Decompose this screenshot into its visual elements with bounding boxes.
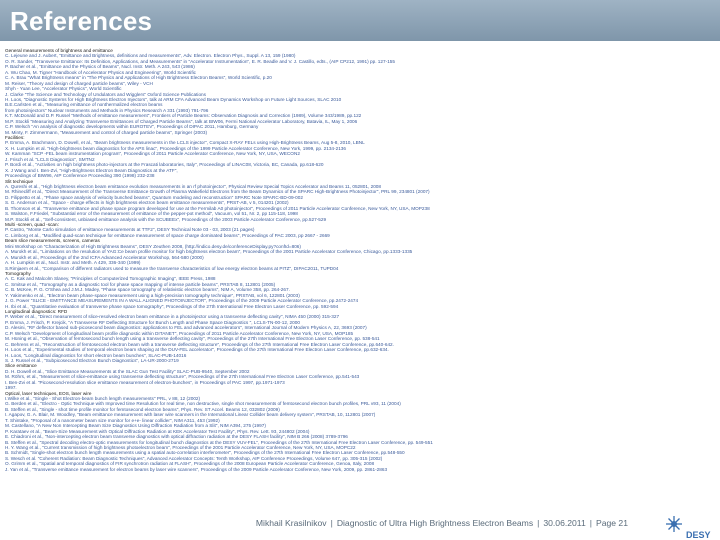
reference-item: C. Smitsø et al., "Tomography as a diagnostic tool for phase space mapping of intense particle beams", PRSTAB 8, 112801 (2005) <box>5 281 276 287</box>
reference-item: M. Castellano, "A New Non Intercepting Beam Size Diagnostics Using Diffraction Radiation from a Slit", NIM A394, 275 (1997) <box>5 423 266 429</box>
reference-item: B. Thomson et al. "Transverse emittance and phase space program developed for use at the Fermilab A0 photoinjector", Proceedings of 2011 Particle Accelerator Conference, New York, NY, USA, MOP238 <box>5 205 430 211</box>
reference-item: A. C. Kak and Malcolm Slaney, "Principles of Computerized Tomographic Imaging", IEEE Press, 1988 <box>5 276 216 282</box>
reference-item: C. Lejeune and J. Aubert, "Emittance and Brightness, definitions and measurements", Adv. Electron. Electron Phys., Suppl. A 13, 159 (1980) <box>5 53 296 59</box>
reference-item: I.Wilke et al., "Single - Shot Electron-beam bunch length measurements" PRL, v 88, 12 (2002) <box>5 396 201 401</box>
reference-item: H. Ibi et al., "Quantitative evaluation of transverse phase space tomography", Proceedings of the 27th International Free Electron Laser Conference, pp. 592-594 <box>5 303 339 309</box>
reference-item: B. Steffen et al., "Single - shot time profile monitor for femtosecond electron beams", Phys. Rev. ST Accel. Beams 12, 032802 (2009) <box>5 406 280 412</box>
reference-item: S. G. Anderson et al., "Space - charge effects in high brightness electron beam emittance measurements", PRST-AB, v 5, 014201 (2002) <box>5 200 289 206</box>
reference-item: M. Hüning et al., "Observation of femtosecond bunch length using a transverse deflecting cavity", Proceedings of the 27th International Free Electron Laser Conference, pp. 538-541 <box>5 336 380 342</box>
reference-item: A. Murokh et al., "Limitations on the resolution of YAG:Ce beam profile monitor for high brightness electron beam", Proceedings of the 2001 Particle Accelerator Conference, Chicago, pp.1333-1335 <box>5 249 413 255</box>
reference-item: S.Rimjaem et al., "Comparison of different radiators used to measure the transverse characteristics of low energy electron beams at PITZ", DIPAC2011, TUPD04 <box>5 265 339 271</box>
title-bar <box>0 0 720 41</box>
page-title: References <box>10 6 153 36</box>
reference-item: O. Grimm et al., "Spatial and temporal diagnostics of FIR synchrotron radiation at FLASH", Proceedings of the 2008 European Particle Accelerator Conference, Genoa, Italy, 2008 <box>5 461 375 467</box>
reference-section-heading: Beam slice measurements, screens, cameras <box>5 238 100 244</box>
footer-date: 30.06.2011 <box>543 518 586 528</box>
reference-item: J. G. Power "SLICE - EMITTANCE MEASUREMENTS IN A WALL ALIGNED PHOTOINJECTOR", Proceedings of the 2009 Particle Accelerator Conference, pp.2472-2474 <box>5 298 359 304</box>
reference-section-heading: Multi -screen, quad -scan: <box>5 222 59 227</box>
reference-item: S. Walston, F.Friedel, "Substantial error of the measurement of emittance of the pepper-pot method", Vacuum, vol 51, Nr. 2, pp 115-118, 1998 <box>5 211 298 217</box>
reference-item: D. Filippetto et al., "Phase space analysis of velocity bunched beams", Quantum modeling and reconstruction" SPARC Note SPARC-BD-09-002 <box>5 194 303 200</box>
logo-text: DESY <box>686 530 711 540</box>
reference-section-heading: Optical, laser techniques, EOS, laser wire <box>5 390 92 396</box>
reference-section-heading: Longitudinal diagnostics: RFD <box>5 309 68 314</box>
reference-section-heading: Slice emittance <box>5 363 37 369</box>
reference-item: A. H. Lumpkin et al., Nucl. Instr. and Meth. A 429, 336-340 (1999) <box>5 260 141 266</box>
reference-item: G. Berden et al., "Electro - Optic Technique with Improved time Resolution for real time, non destructive, single shot measurements of femtosecond electron bunch profiles, PRL v93, 11 (2004) <box>5 401 401 407</box>
footer-title: Diagnostic of Ultra High Brightness Electron Beams <box>336 518 534 528</box>
reference-item: D. Alesini, "RF deflector based sub-picosecond beam diagnostics: applications to FEL and advanced accelerators", International Journal of Modern Physics A, 22, 3693 (2007) <box>5 325 367 331</box>
footer-separator: | <box>589 518 592 528</box>
reference-item: B. Steffen et al., "Spectral decoding electro-optic measurements for longitudinal bunch diagnostics at the DESY VUV-FEL", Proceedings of the 27th International Free Electron Laser Conference, pp. 549-551 <box>5 439 433 445</box>
reference-item: M. Reiser, "Theory and design of charged particle beams", Wiley - VCH <box>5 80 153 86</box>
reference-item: W. Kamman "SCP -FEL beam instrumentation program", Proceedings of 2011 Particle Accelerator Conference, New York, NY, USA, WECON2 <box>5 151 300 157</box>
reference-item: P. Castro, "Monte Carlo simulation of emittance measurements at TTF2", DESY Technical Note 03 - 03, 2003 (21 pages) <box>5 227 255 233</box>
reference-item: T. Shintake, "Proposal of a nanometer beam size monitor for e+e- linear collider", NIM A311, 453 (1992) <box>5 417 220 423</box>
reference-item: I. Agapov, G. A. Blair, M. Woodley, "Beam emittance measurement with laser wire scanners in the International Linear Collider beam delivery system", PRSTAB, 10, 112801 (2007) <box>5 412 376 418</box>
reference-item: M.P. Stockli et al., "Self-consistent, unbiased emittance analysis with the SCUBEEx", Proceedings of the 2003 Particle Accelerator Conference, pp.527-529 <box>5 216 327 222</box>
reference-item: P. Emma, J. Frisch, P. Krejcik, "A Transverse RF Deflecting Structure for Bunch Length and Phase Space Diagnostics ", LCLS-TN-00-12, 2000 <box>5 319 300 325</box>
reference-item: A. Qureshi et al., "High brightness electron beam emittance evolution measurements in an rf photoinjector", Physical Review Special Topics Accelerator and Beams 11, 052801, 2008 <box>5 183 382 189</box>
reference-item: S. J. Russel et al., "Subpicosecond Electron Bunch Diagnostics", LA-UR-2000-2719 <box>5 357 179 363</box>
reference-item: from photoinjectors" Nuclear Instruments and Methods in Physics Research A 331 (1993) 791-796 <box>5 107 209 113</box>
desy-logo-icon <box>665 514 713 540</box>
footer-page: Page 21 <box>595 518 628 528</box>
reference-item: A. Wu Chao, M. Tigner "Handbook of Accelerator Physics and Engineering", World Scientific <box>5 69 197 75</box>
footer <box>0 512 720 540</box>
reference-item: P. Karataev et al., "Beam-Size Measurement with Optical Diffraction Radiation at KEK Accelerator Test Facility", Phys. Rev. Lett. 93, 244802 (2004) <box>5 428 310 434</box>
reference-item: J. Frisch et al. "LCLS Diagnostics", SMTN2 <box>5 156 95 162</box>
reference-section-heading: Facilities: <box>5 135 25 140</box>
reference-item: J. Yan et al., "Transverse emittance measurement for electron beams by laser wire scanners", Proceedings of the 2009 Particle Accelerator Conference, New York, 2009, pp. 2861-2863 <box>5 466 388 472</box>
reference-item: E. Chiadroni et al., "Non-intercepting electron beam transverse diagnostics with optical diffraction radiation at the DESY FLASH facility", NIM B 266 (2008) 3789-3796 <box>5 434 348 440</box>
reference-item: H. Loos, "Longitudinal diagnostics for short electron beam bunches", SLAC-PUB-14016 <box>5 352 187 358</box>
footer-text <box>256 517 628 529</box>
reference-item: M. Rhinecliff et al., "Direct Measurement of the Transverse Emittance Growth of Plasma Wakefield Electrons from the Beam Dynamics of the SPARC High-Brightness Photoinjector", PRL 99, 234801 (2007) <box>5 189 430 195</box>
reference-item: P. Bordi et al., "Activities on high brightness photo-injectors at the Frascati laboratories, Italy", Proceedings of LINAC08, Victoria, BC, Canada, pp.618-620 <box>5 162 324 168</box>
reference-item: C. Limborg et al., "Modified quad-scan technique for emittance measurement of space charge dominated beams", Proceedings of PAC 2003, pp 2667 - 2669 <box>5 232 330 238</box>
reference-item: S. Wesch et al. "Coherent Radiation: Beam Diagnostic Techniques", Advanced Accelerator Concepts: Tenth Workshop, AIP Conference Proceedings, Volume 647, pp. 305-315 (2002) <box>5 455 383 461</box>
reference-item: C.P. Welsch "Development of longitudinal beam profile diagnostic within DITANET", Proceedings of 2011 Particle Accelerator Conference, New York, NY, USA, MOP185 <box>5 330 354 336</box>
reference-item: X. H. Lumpkin et al. "High-brightness beam diagnostics for the APS linac", Proceedings of the 1999 Particle Accelerator Conference, New York, 1999, pp. 2134-2136 <box>5 145 347 151</box>
reference-item: P. Bacher et al., "Emittance and the Physics of Beams", Nucl. Instr. Meth. A 243, 543 (1986) <box>5 64 195 70</box>
reference-item: C. A. Brau "What Brightness means" in "The Physics and Applications of High Brightness Electron Beams", World Scientific, p.20 <box>5 75 272 81</box>
reference-item: 1997. <box>5 385 17 391</box>
reference-section-heading: Slit technique <box>5 178 34 184</box>
reference-item: Y. Yakimenko et al., "Electron beam phase-space measurement using a high-precision tomography technique", PRSTAB, vol 6, 122801 (2003) <box>5 292 300 298</box>
reference-item: H. Loos, "Diagnostic Systems for High Brightness Electron Injectors", talk at ARM CFA Advanced Beam Dynamics Workshop on Future Light Sources, SLAC 2010 <box>5 96 342 102</box>
reference-item: A. Murokh et al., Proceedings of the 2nd ICFA Advanced Accelerator Workshop, 564-580 (2000) <box>5 254 204 260</box>
reference-section-heading: General measurements of brightness and emittance <box>5 48 113 53</box>
reference-item: C.P. Welsch "An analysis of diagnostic developments within EUROTEV", Proceedings of DIPAC 2011, Hamburg, Germany <box>5 124 259 130</box>
reference-section-heading: Tomography <box>5 270 31 276</box>
reference-item: P. Weber et al., "Direct measurement of slice-resolved electron beam emittance in a photoinjector using a transverse deflecting cavity", NIMA 450 (2000) 315-327 <box>5 314 340 320</box>
reference-item: H. Y. Wang et al., "Current transmission of high brightness photoelectron beam", Proceedings of the 2001 Particle Accelerator Conference, New York, NY, USA, MOPC22 <box>5 444 356 450</box>
reference-item: J. Clarke "The Science and Technology of Undulators and Wigglers" Oxford Science Publications <box>5 91 207 97</box>
reference-item: D. H. Dowell et al., "Slice Emittance Measurements at the SLAC Gun Test Facility" SLAC-PUB-9540, September 2002 <box>5 368 250 374</box>
reference-item: B.E.Carlsten et al., "Measuring emittance of nonthermalized electron beams <box>5 102 163 108</box>
footer-author: Mikhail Krasilnikov <box>255 518 327 528</box>
reference-item: Shyh - Yuan Lee, "Accelerator Physics", World Scientific <box>5 86 122 92</box>
reference-item: Proceedings of BIW96, AIP Conference Proceeding 390 (1998) 232-238 <box>5 173 155 179</box>
reference-item: K.T. McDonald and D.P. Russel "Methods of emittance measurement", Frontiers of Particle Beams: Observation Diagnosis and Correction (1989), Volume 343/1989, pp.122 <box>5 113 362 119</box>
reference-item: P. Emma, A. Brachmann, D. Dowell, et al., "Beam brightness measurements in the LCLS injector", Compact X-RAY FELs using High-Brightness Beams, Aug 5-8, 2010, LBNL <box>5 140 365 146</box>
reference-item: M. Röhrs, et al., "Measurement of slice-emittance using transverse deflecting structure", Proceedings of the 27th International Free Electron Laser Conference, pp.541-543 <box>5 374 360 380</box>
reference-item: C. B. McKee, P. G. O'Shea and J.M.J. Madey, "Phase space tomography of relativistic electron beams", NIM A, Volume 358, pp. 264-267. <box>5 287 290 293</box>
reference-item: Mini Workshop on "Characterization of High Brightness Beams", DESY Zeuthen 2008, (http://indico.desy.de/conferenceDisplay.py?confId=806) <box>5 243 301 249</box>
reference-item: B. Schmidt, "Single-shot electron bunch length measurements using a spatial auto-correlation interferometer", Proceedings of the 27th International Free Electron Laser Conference, pp.548-550 <box>5 450 405 456</box>
reference-item: X. J Wang and I. Ben-Zvi, "High-Brightness Electron Beam Diagnostics at the ATF", <box>5 167 178 173</box>
footer-separator: | <box>537 518 540 528</box>
reference-item: H. Loos et al., "Experimental studies of temporal electron beam shaping at the DUV-FEL accelerator", Proceedings of the 27th International Free Electron Laser Conference, pp.632-634. <box>5 347 389 353</box>
footer-separator: | <box>330 518 333 528</box>
reference-item: I. Ben-Zvi et al. "Picosecond-resolution slice emittance measurement of electron-bunches", in Proceedings of PAC 1997, pp.1971-1973 <box>5 379 285 385</box>
reference-item: O. R. Sander, "Transverse Emittance: Its Definition, Applications, and Measurements" in "Accelerator Instrumentation", E. R. Beadle and V. J. Castillo, edts., (AIP CP212, 1991) pp. 127-155 <box>5 58 396 64</box>
reference-item: M.P. Stockli "Measuring and Analyzing Transverse Emittances of Charged Particle Beams", talk at BIW06, Fermi National Accelerator Laboratory, Batavia, IL, May 1, 2006 <box>5 118 358 124</box>
reference-item: M. Minty, F. Zimmermann, "Measurement and control of charged particle beams", Springer (2003) <box>5 129 208 135</box>
references-list <box>5 48 715 510</box>
reference-item: C. Behrens et al., "Reconstruction of femtosecond electron beam with a transverse deflecting structure", Proceedings of the 27th International Free Electron Laser Conference, pp.640-642. <box>5 341 394 347</box>
